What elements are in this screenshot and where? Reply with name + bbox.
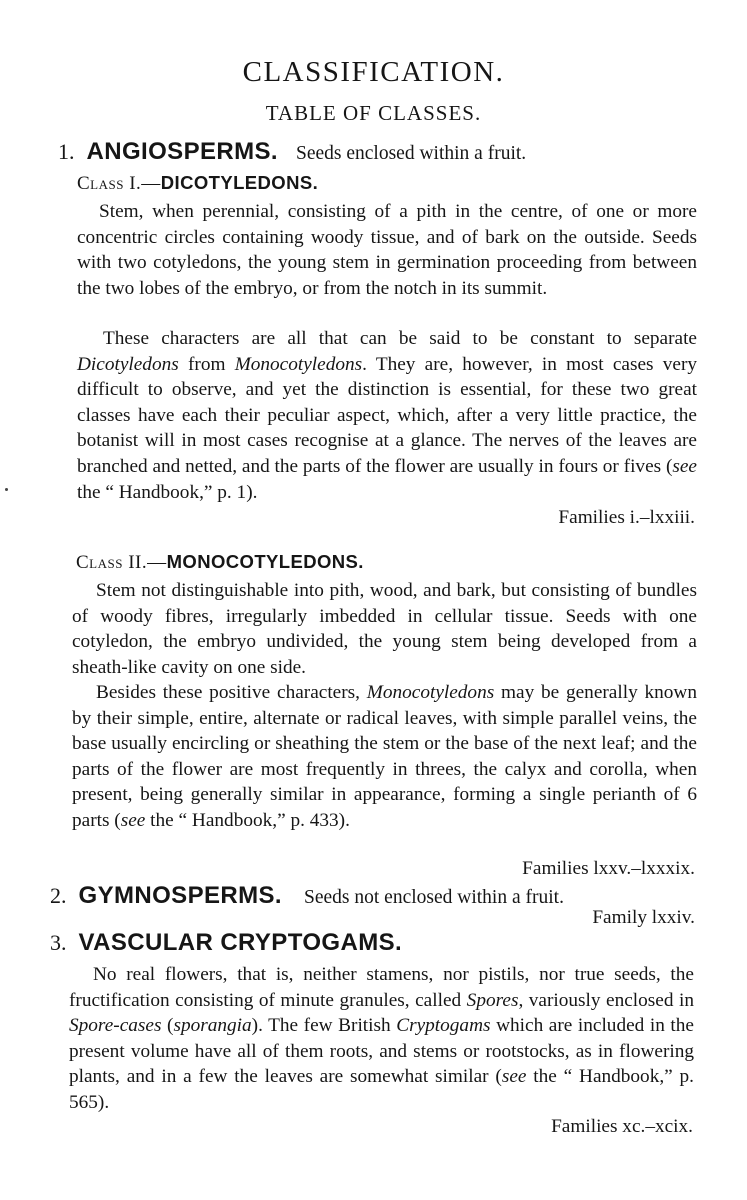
page-subtitle: TABLE OF CLASSES.	[265, 101, 482, 125]
division-name: ANGIOSPERMS.	[86, 138, 278, 165]
page-title: CLASSIFICATION.	[242, 56, 505, 88]
class-name: MONOCOTYLEDONS.	[166, 551, 364, 572]
division-gymnosperms-heading	[50, 882, 564, 910]
division-number: 3.	[50, 930, 67, 955]
dicotyledons-paragraph-2: These characters are all that can be said to be constant to separate Dicotyledons from Monocotyledons. They are, however, in most cases very difficult to observe, and yet the distinction is essential, for these two great classes have each their peculiar aspect, which, after a very little practice, the botanist will in most cases recognise at a glance. The nerves of the leaves are branched and netted, and the parts of the flower are usually in fours or fives (see the “ Handbook,” p. 1).	[77, 328, 698, 503]
monocotyledons-families: Families lxxv.–lxxxix.	[522, 858, 695, 879]
class-monocotyledons-heading	[76, 551, 364, 574]
dicotyledons-paragraph-1: Stem, when perennial, consisting of a pith in the centre, of one or more concentric circles containing woody tissue, and of bark on the outside. Seeds with two cotyledons, the young stem in germination proceeding from between the two lobes of the embryo, or from the notch in its summit.	[77, 201, 697, 299]
class-name: DICOTYLEDONS.	[160, 172, 319, 193]
monocotyledons-paragraph-1: Stem not distinguishable into pith, wood, and bark, but consisting of bundles of woody fibres, irregularly imbedded in cellular tissue. Seeds with one cotyledon, the embryo undivided, the young stem being developed from a sheath-like cavity on one side.	[72, 580, 697, 678]
vascular-cryptogams-paragraph: No real flowers, that is, neither stamens, nor pistils, nor true seeds, the fructification consisting of minute granules, called Spores, variously enclosed in Spore-cases (sporangia). The few British Cryptogams which are included in the present volume have all of them roots, and stems or rootstocks, as in flowering plants, and in a few the leaves are somewhat similar (see the “ Handbook,” p. 565).	[69, 964, 695, 1113]
division-name: GYMNOSPERMS.	[78, 882, 282, 909]
division-angiosperms-heading	[58, 138, 526, 166]
division-number: 1.	[58, 139, 75, 164]
division-description: Seeds enclosed within a fruit.	[296, 143, 527, 164]
monocotyledons-paragraph-2: Besides these positive characters, Monocotyledons may be generally known by their simple, entire, alternate or radical leaves, with simple parallel veins, the base usually encircling or sheathing the stem or the base of the next leaf; and the parts of the flower are most frequently in threes, the calyx and corolla, when present, being generally similar in appearance, forming a single perianth of 6 parts (see the “ Handbook,” p. 433).	[72, 682, 697, 831]
class-label: Class I.—	[77, 173, 161, 194]
print-speck	[5, 488, 8, 491]
division-description: Seeds not enclosed within a fruit.	[304, 887, 564, 908]
class-label: Class II.—	[76, 552, 167, 573]
dicotyledons-families: Families i.–lxxiii.	[558, 507, 695, 528]
vascular-cryptogams-families: Families xc.–xcix.	[551, 1116, 693, 1137]
division-name: VASCULAR CRYPTOGAMS.	[78, 929, 403, 956]
gymnosperms-families: Family lxxiv.	[592, 907, 695, 928]
class-dicotyledons-heading	[77, 172, 318, 195]
division-vascular-cryptogams-heading	[50, 929, 402, 957]
division-number: 2.	[50, 883, 67, 908]
